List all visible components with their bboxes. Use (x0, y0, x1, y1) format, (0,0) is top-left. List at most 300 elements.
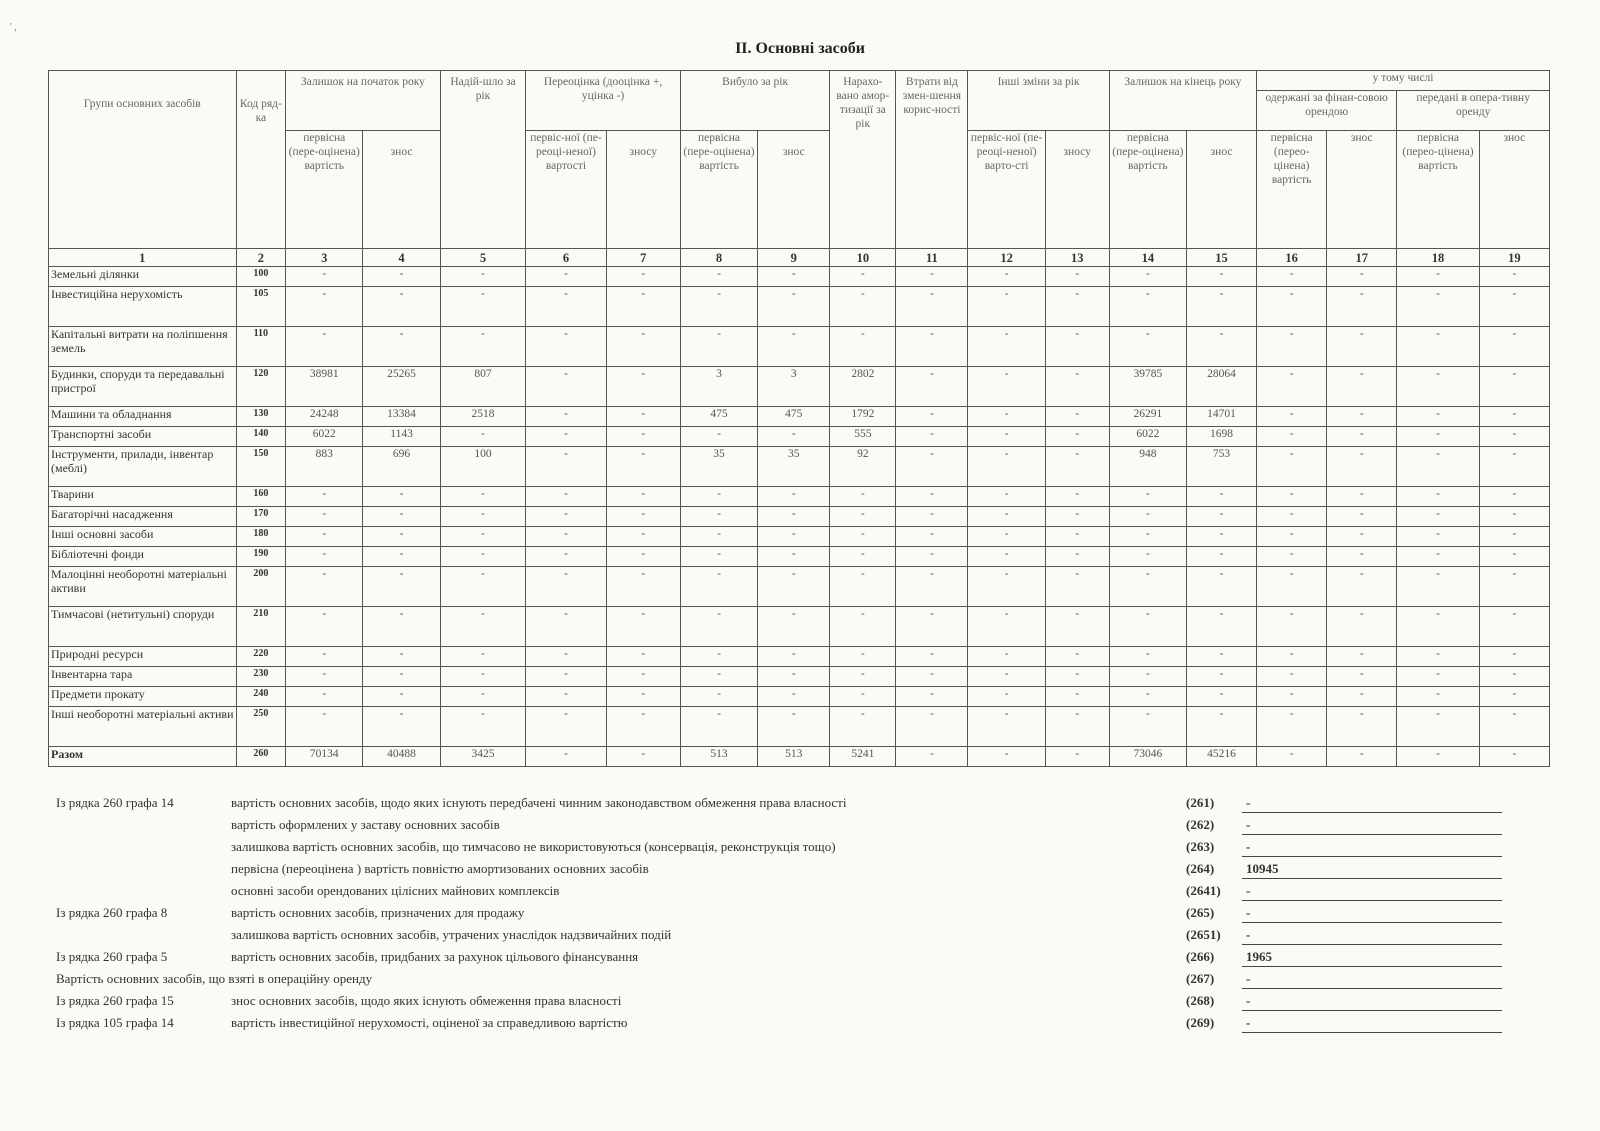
note-description: залишкова вартість основних засобів, утрачених унаслідок надзвичайних подій (231, 927, 672, 942)
row-name: Капітальні витрати на поліпшення земель (49, 327, 237, 367)
table-cell: - (1257, 287, 1327, 327)
column-number: 6 (526, 249, 606, 267)
table-cell: - (896, 707, 968, 747)
row-code: 110 (236, 327, 285, 367)
table-row (49, 547, 1550, 567)
header-other-cost: первіс-ної (пе-реоці-неної) варто-сті (968, 131, 1045, 249)
table-cell: - (830, 547, 896, 567)
row-code: 140 (236, 427, 285, 447)
table-cell: - (286, 567, 363, 607)
table-cell: - (896, 327, 968, 367)
table-cell: - (758, 487, 830, 507)
row-code: 260 (236, 747, 285, 767)
table-cell: - (680, 427, 757, 447)
row-name: Разом (49, 747, 237, 767)
table-cell: - (606, 647, 680, 667)
note-value: - (1242, 837, 1502, 857)
table-cell: - (1187, 687, 1257, 707)
table-cell: - (1257, 487, 1327, 507)
column-number-row (49, 249, 1550, 267)
table-cell: - (1327, 367, 1397, 407)
row-code: 160 (236, 487, 285, 507)
table-cell: - (1045, 407, 1109, 427)
note-code: (269) (1186, 1015, 1215, 1030)
header-oper-lease: передані в опера-тивну оренду (1397, 91, 1550, 131)
table-cell: - (1045, 487, 1109, 507)
column-number: 4 (363, 249, 440, 267)
table-cell: - (896, 647, 968, 667)
table-cell: - (526, 367, 606, 407)
column-number: 15 (1187, 249, 1257, 267)
table-cell: - (1397, 647, 1479, 667)
table-cell: - (440, 667, 526, 687)
note-value: - (1242, 991, 1502, 1011)
note-description: вартість основних засобів, придбаних за рахунок цільового фінансування (231, 949, 639, 964)
table-cell: - (526, 567, 606, 607)
table-cell: - (830, 567, 896, 607)
table-cell: - (1479, 687, 1549, 707)
table-cell: - (1257, 607, 1327, 647)
table-cell: - (758, 647, 830, 667)
table-cell: - (1257, 647, 1327, 667)
table-cell: - (1257, 407, 1327, 427)
table-cell: - (1187, 507, 1257, 527)
table-cell: - (896, 687, 968, 707)
table-cell: 948 (1109, 447, 1186, 487)
table-cell: - (1045, 527, 1109, 547)
table-cell: - (606, 527, 680, 547)
table-cell: - (1257, 667, 1327, 687)
column-number: 3 (286, 249, 363, 267)
table-cell: 70134 (286, 747, 363, 767)
table-cell: - (968, 567, 1045, 607)
note-row (56, 925, 1496, 947)
note-code: (267) (1186, 971, 1215, 986)
table-cell: 5241 (830, 747, 896, 767)
note-description: вартість інвестиційної нерухомості, оціненої за справедливою вартістю (231, 1015, 628, 1030)
table-cell: - (830, 507, 896, 527)
table-cell: - (606, 707, 680, 747)
table-cell: - (830, 687, 896, 707)
table-row (49, 447, 1550, 487)
column-number: 5 (440, 249, 526, 267)
note-code: (2651) (1186, 927, 1221, 942)
table-cell: - (1479, 527, 1549, 547)
table-cell: - (1397, 327, 1479, 367)
table-cell: - (1397, 707, 1479, 747)
table-cell: - (1257, 547, 1327, 567)
table-cell: - (1045, 287, 1109, 327)
table-cell: - (286, 667, 363, 687)
note-description: знос основних засобів, щодо яких існують обмеження права власності (231, 993, 622, 1008)
table-cell: - (830, 287, 896, 327)
row-name: Інші необоротні матеріальні активи (49, 707, 237, 747)
table-cell: - (758, 267, 830, 287)
header-revaluation: Переоцінка (дооцінка +, уцінка -) (526, 71, 681, 131)
table-cell: - (968, 267, 1045, 287)
table-cell: 40488 (363, 747, 440, 767)
note-value: - (1242, 881, 1502, 901)
table-cell: - (1327, 607, 1397, 647)
table-cell: - (1327, 487, 1397, 507)
table-cell: - (896, 547, 968, 567)
table-cell: - (968, 287, 1045, 327)
table-cell: - (1187, 607, 1257, 647)
table-cell: - (968, 747, 1045, 767)
table-cell: - (1045, 647, 1109, 667)
table-cell: - (1109, 687, 1186, 707)
row-code: 240 (236, 687, 285, 707)
table-cell: - (440, 427, 526, 447)
table-cell: - (1109, 287, 1186, 327)
table-cell: - (363, 687, 440, 707)
table-row (49, 487, 1550, 507)
row-name: Багаторічні насадження (49, 507, 237, 527)
header-closing-wear: знос (1187, 131, 1257, 249)
table-cell: - (1479, 667, 1549, 687)
row-code: 220 (236, 647, 285, 667)
table-cell: 100 (440, 447, 526, 487)
table-cell: 39785 (1109, 367, 1186, 407)
table-cell: - (896, 267, 968, 287)
table-cell: - (286, 687, 363, 707)
table-cell: - (830, 667, 896, 687)
table-cell: - (1327, 667, 1397, 687)
table-cell: - (680, 707, 757, 747)
table-cell: - (363, 267, 440, 287)
column-number: 7 (606, 249, 680, 267)
table-cell: - (680, 647, 757, 667)
row-code: 130 (236, 407, 285, 427)
table-cell: 73046 (1109, 747, 1186, 767)
table-cell: - (606, 327, 680, 367)
header-opening-cost: первісна (пере-оцінена) вартість (286, 131, 363, 249)
table-cell: 45216 (1187, 747, 1257, 767)
table-row (49, 287, 1550, 327)
table-cell: - (1045, 507, 1109, 527)
table-cell: 883 (286, 447, 363, 487)
header-other-changes: Інші зміни за рік (968, 71, 1109, 131)
header-oper-lease-wear: знос (1479, 131, 1549, 249)
note-code: (264) (1186, 861, 1215, 876)
table-cell: 26291 (1109, 407, 1186, 427)
row-name: Транспортні засоби (49, 427, 237, 447)
note-code: (268) (1186, 993, 1215, 1008)
table-cell: - (1327, 647, 1397, 667)
table-cell: - (1327, 687, 1397, 707)
table-cell: - (1109, 607, 1186, 647)
table-cell: - (830, 267, 896, 287)
table-cell: - (1045, 547, 1109, 567)
table-cell: 28064 (1187, 367, 1257, 407)
table-cell: - (1045, 687, 1109, 707)
table-cell: - (1397, 427, 1479, 447)
table-cell: - (363, 547, 440, 567)
table-cell: - (606, 447, 680, 487)
note-value: 10945 (1242, 859, 1502, 879)
header-disposed-wear: знос (758, 131, 830, 249)
table-cell: - (286, 607, 363, 647)
table-cell: - (1109, 567, 1186, 607)
table-cell: - (1045, 667, 1109, 687)
column-number: 12 (968, 249, 1045, 267)
row-code: 210 (236, 607, 285, 647)
table-cell: - (1257, 527, 1327, 547)
table-cell: - (1187, 567, 1257, 607)
table-cell: - (1479, 707, 1549, 747)
table-cell: - (526, 447, 606, 487)
table-cell: - (1327, 427, 1397, 447)
table-cell: - (286, 287, 363, 327)
table-cell: - (526, 327, 606, 367)
table-cell: - (896, 407, 968, 427)
table-cell: - (1479, 647, 1549, 667)
table-cell: 13384 (363, 407, 440, 427)
table-cell: - (680, 527, 757, 547)
table-cell: - (440, 327, 526, 367)
note-prefix: Із рядка 260 графа 15 (56, 993, 174, 1008)
table-cell: - (1109, 667, 1186, 687)
table-cell: 2802 (830, 367, 896, 407)
table-cell: - (526, 707, 606, 747)
header-closing-balance: Залишок на кінець року (1109, 71, 1256, 131)
table-cell: 3425 (440, 747, 526, 767)
table-cell: - (363, 567, 440, 607)
note-prefix: Із рядка 260 графа 8 (56, 905, 168, 920)
note-code: (263) (1186, 839, 1215, 854)
note-description: залишкова вартість основних засобів, що тимчасово не використовуються (консервація, реконструкція тощо) (231, 839, 836, 854)
column-number: 19 (1479, 249, 1549, 267)
note-row (56, 947, 1496, 969)
table-cell: - (1479, 507, 1549, 527)
table-cell: - (286, 527, 363, 547)
table-cell: - (1397, 407, 1479, 427)
table-cell: - (526, 747, 606, 767)
header-impairment-loss: Втрати від змен-шення корис-ності (896, 71, 968, 249)
note-description: вартість основних засобів, призначених для продажу (231, 905, 525, 920)
note-code: (266) (1186, 949, 1215, 964)
note-row (56, 793, 1496, 815)
table-cell: 35 (758, 447, 830, 487)
table-cell: - (606, 287, 680, 327)
table-cell: - (1187, 267, 1257, 287)
note-description: вартість основних засобів, щодо яких існують передбачені чинним законодавством обмеження права власності (231, 795, 847, 810)
table-cell: - (1479, 747, 1549, 767)
note-value: - (1242, 969, 1502, 989)
table-cell: - (1479, 407, 1549, 427)
table-cell: - (1045, 447, 1109, 487)
table-cell: - (1479, 287, 1549, 327)
table-cell: - (680, 607, 757, 647)
table-cell: - (440, 527, 526, 547)
column-number: 17 (1327, 249, 1397, 267)
table-cell: 35 (680, 447, 757, 487)
table-cell: - (896, 487, 968, 507)
notes-section (56, 793, 1496, 1035)
table-cell: - (1479, 567, 1549, 607)
table-cell: - (606, 267, 680, 287)
table-cell: - (1397, 267, 1479, 287)
table-cell: - (1397, 287, 1479, 327)
table-cell: 38981 (286, 367, 363, 407)
table-cell: - (286, 707, 363, 747)
table-cell: - (758, 707, 830, 747)
table-cell: - (440, 547, 526, 567)
note-row (56, 881, 1496, 903)
row-name: Машини та обладнання (49, 407, 237, 427)
table-cell: - (1109, 267, 1186, 287)
table-cell: - (526, 267, 606, 287)
table-cell: - (680, 487, 757, 507)
table-cell: - (526, 667, 606, 687)
table-cell: - (1479, 367, 1549, 407)
note-prefix: Із рядка 105 графа 14 (56, 1015, 174, 1030)
table-cell: - (363, 667, 440, 687)
table-row (49, 567, 1550, 607)
header-opening-wear: знос (363, 131, 440, 249)
table-cell: - (1045, 367, 1109, 407)
table-cell: 555 (830, 427, 896, 447)
table-cell: - (1327, 267, 1397, 287)
table-cell: 25265 (363, 367, 440, 407)
header-code: Код ряд-ка (236, 71, 285, 249)
table-cell: - (440, 487, 526, 507)
table-cell: - (896, 447, 968, 487)
table-cell: - (1397, 687, 1479, 707)
table-cell: - (680, 327, 757, 367)
note-description: Вартість основних засобів, що взяті в операційну оренду (56, 971, 373, 986)
row-name: Інструменти, прилади, інвентар (меблі) (49, 447, 237, 487)
table-cell: 513 (680, 747, 757, 767)
note-row (56, 859, 1496, 881)
table-cell: - (830, 327, 896, 367)
table-cell: - (1257, 427, 1327, 447)
table-cell: - (968, 407, 1045, 427)
table-cell: - (896, 667, 968, 687)
note-code: (265) (1186, 905, 1215, 920)
table-cell: - (1187, 547, 1257, 567)
table-cell: - (526, 607, 606, 647)
note-row (56, 903, 1496, 925)
table-cell: - (286, 327, 363, 367)
table-cell: - (440, 607, 526, 647)
table-cell: - (526, 507, 606, 527)
table-cell: - (286, 547, 363, 567)
table-cell: 1143 (363, 427, 440, 447)
table-cell: - (680, 687, 757, 707)
table-cell: 2518 (440, 407, 526, 427)
table-cell: - (1397, 667, 1479, 687)
table-cell: - (680, 287, 757, 327)
table-cell: - (1045, 267, 1109, 287)
table-cell: - (1045, 567, 1109, 607)
table-cell: - (526, 407, 606, 427)
table-cell: - (1397, 747, 1479, 767)
table-cell: - (968, 427, 1045, 447)
row-code: 250 (236, 707, 285, 747)
row-name: Тварини (49, 487, 237, 507)
table-row (49, 647, 1550, 667)
table-cell: - (758, 667, 830, 687)
table-cell: 3 (758, 367, 830, 407)
table-cell: - (1109, 327, 1186, 367)
table-cell: - (606, 667, 680, 687)
table-cell: - (1187, 327, 1257, 367)
table-cell: - (968, 667, 1045, 687)
table-cell: - (1397, 567, 1479, 607)
column-number: 10 (830, 249, 896, 267)
table-cell: - (606, 687, 680, 707)
table-cell: - (1187, 707, 1257, 747)
note-value: - (1242, 903, 1502, 923)
table-cell: - (1327, 547, 1397, 567)
table-cell: - (1187, 487, 1257, 507)
table-cell: - (606, 407, 680, 427)
table-cell: - (363, 287, 440, 327)
header-other-wear: зносу (1045, 131, 1109, 249)
table-cell: - (1257, 367, 1327, 407)
table-cell: - (1327, 407, 1397, 427)
table-cell: - (830, 527, 896, 547)
table-cell: - (758, 547, 830, 567)
table-cell: - (1479, 447, 1549, 487)
header-groups: Групи основних засобів (49, 71, 237, 249)
table-cell: - (440, 707, 526, 747)
fixed-assets-table (48, 70, 1550, 767)
table-cell: - (1327, 287, 1397, 327)
note-row (56, 815, 1496, 837)
table-cell: - (286, 267, 363, 287)
table-cell: - (758, 287, 830, 327)
table-cell: - (968, 607, 1045, 647)
table-cell: - (830, 607, 896, 647)
table-cell: - (968, 647, 1045, 667)
row-name: Інші основні засоби (49, 527, 237, 547)
table-row (49, 327, 1550, 367)
table-row (49, 687, 1550, 707)
note-value: - (1242, 815, 1502, 835)
row-name: Будинки, споруди та передавальні пристрої (49, 367, 237, 407)
table-cell: - (1479, 607, 1549, 647)
table-cell: - (526, 487, 606, 507)
table-cell: - (758, 607, 830, 647)
column-number: 13 (1045, 249, 1109, 267)
table-cell: - (606, 567, 680, 607)
table-cell: - (440, 687, 526, 707)
table-cell: - (1397, 547, 1479, 567)
table-cell: - (1257, 267, 1327, 287)
table-cell: - (606, 547, 680, 567)
table-cell: - (1479, 547, 1549, 567)
table-cell: - (1257, 707, 1327, 747)
row-code: 230 (236, 667, 285, 687)
table-cell: - (363, 527, 440, 547)
table-cell: 475 (758, 407, 830, 427)
table-cell: 1698 (1187, 427, 1257, 447)
table-cell: - (968, 327, 1045, 367)
table-cell: - (1045, 607, 1109, 647)
table-cell: - (526, 647, 606, 667)
table-row (49, 707, 1550, 747)
table-cell: - (1187, 287, 1257, 327)
corner-mark: ' , (10, 22, 17, 33)
table-cell: 14701 (1187, 407, 1257, 427)
table-cell: 513 (758, 747, 830, 767)
table-cell: - (758, 567, 830, 607)
table-cell: - (526, 527, 606, 547)
table-cell: - (1109, 647, 1186, 667)
row-name: Земельні ділянки (49, 267, 237, 287)
